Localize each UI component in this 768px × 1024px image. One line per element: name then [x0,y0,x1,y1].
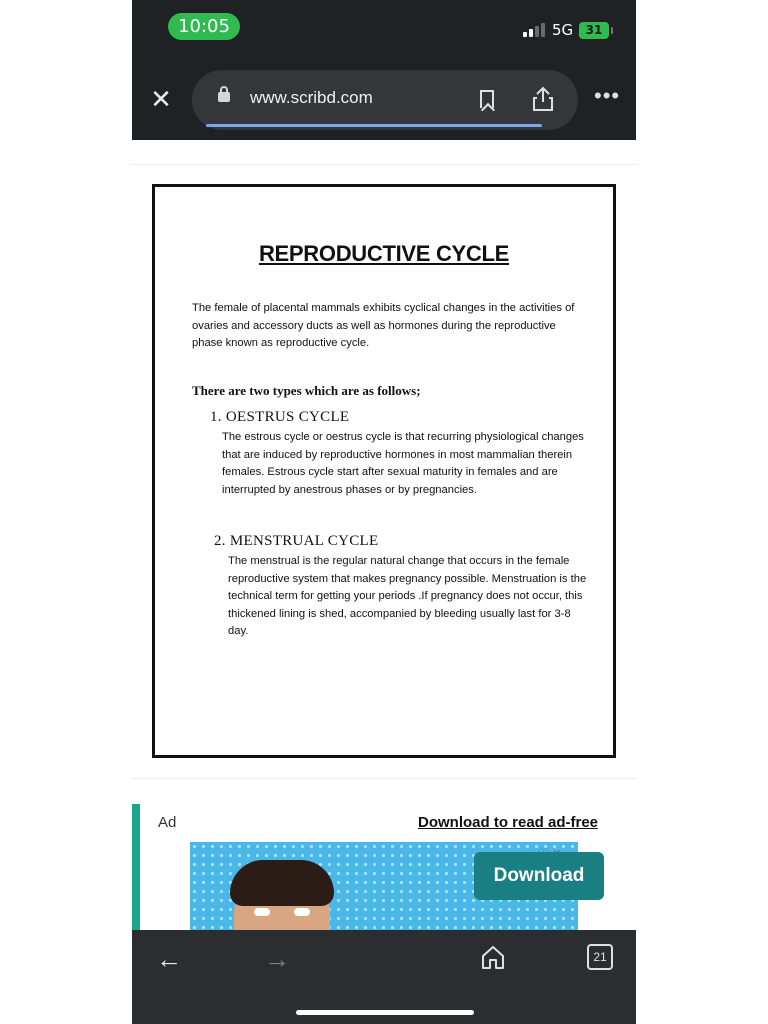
section-heading-oestrus: 1. OESTRUS CYCLE [210,409,350,425]
bookmark-icon[interactable] [480,90,494,108]
tab-count: 21 [593,950,607,964]
document-page [152,184,616,758]
battery-icon [579,22,609,39]
share-icon[interactable] [532,86,554,112]
back-arrow-icon[interactable]: ← [156,944,182,974]
url-text: www.scribd.com [250,88,373,107]
bottom-bar [132,930,636,1024]
ad-person-eye [294,908,310,916]
ad-label: Ad [158,814,177,831]
phone-screen [132,0,636,1024]
document-title: REPRODUCTIVE CYCLE [258,241,510,266]
status-time: 10:05 [168,13,240,40]
section-body-menstrual: The menstrual is the regular natural change that occurs in the female reproductive system that makes pregnancy possible. Menstruation is the technical term for getting your periods .If pregnancy does not occur, this thickened lining is shed, accompanied by bleeding usually last for 3-8 day. [228,555,587,637]
forward-arrow-icon[interactable]: → [264,944,290,974]
load-progress [206,124,542,127]
lock-icon [218,92,230,102]
more-options-icon[interactable]: ••• [594,83,621,108]
ad-accent-bar [132,804,140,930]
divider [132,778,636,779]
close-icon[interactable]: ✕ [150,84,172,114]
home-indicator[interactable] [296,1010,474,1015]
section-heading-menstrual: 2. MENSTRUAL CYCLE [214,533,379,549]
home-icon[interactable] [480,944,506,970]
url-bar[interactable] [192,70,578,130]
download-ad-free-link[interactable]: Download to read ad-free [418,814,599,831]
ad-person-hair [230,860,334,906]
document-intro: The female of placental mammals exhibits cyclical changes in the activities of ovaries and accessory ducts as well as hormones during the reproductive phase known as reproductive cycle. [192,302,575,349]
types-heading: There are two types which are as follows; [192,383,421,398]
network-label: 5G [552,21,574,39]
signal-icon [523,23,545,37]
top-bar [132,0,636,140]
ad-person-eye [254,908,270,916]
section-body-oestrus: The estrous cycle or oestrus cycle is that recurring physiological changes that are induced by reproductive hormones in most mammalian therein females. Estrous cycle start after sexual maturity in females and are interrupted by anestrous phases or by pregnancies. [222,431,584,496]
battery-level: 31 [585,23,603,37]
divider [132,164,636,165]
tabs-button[interactable] [587,944,613,970]
ad-download-button[interactable]: Download [474,852,604,900]
